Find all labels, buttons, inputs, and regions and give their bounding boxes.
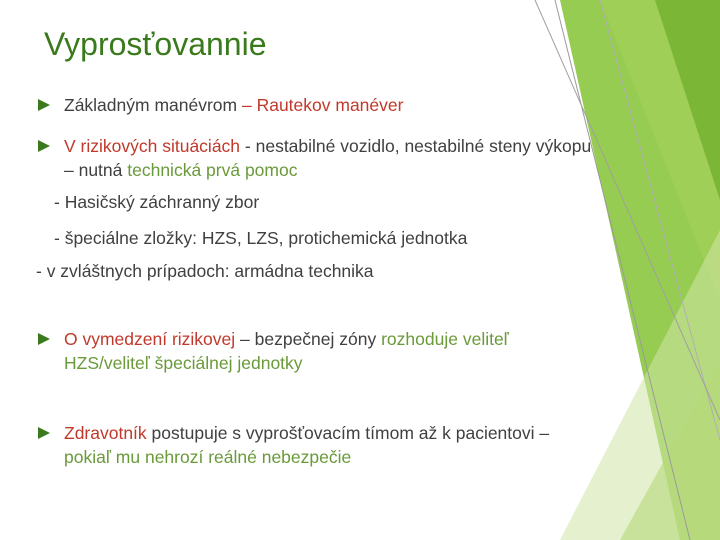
bullet-icon — [38, 427, 50, 439]
bullet-icon — [38, 333, 50, 345]
bullet-icon — [38, 99, 50, 111]
slide-title: Vyprosťovannie — [44, 26, 267, 62]
sub-item: - v zvláštnych prípadoch: armádna technika — [36, 261, 374, 281]
list-item-continuation: – nutná technická prvá pomoc — [64, 160, 298, 180]
sub-item: - Hasičský záchranný zbor — [54, 192, 260, 212]
list-item: V rizikových situáciách - nestabilné vozidlo, nestabilné steny výkopu — [64, 136, 592, 156]
list-item: Zdravotník postupuje s vyprošťovacím tímom až k pacientovi – — [64, 423, 550, 443]
list-item-continuation: HZS/veliteľ špeciálnej jednotky — [64, 353, 303, 373]
bullet-icon — [38, 140, 50, 152]
list-item: O vymedzení rizikovej – bezpečnej zóny rozhoduje veliteľ — [64, 329, 509, 349]
list-item-continuation: pokiaľ mu nehrozí reálné nebezpečie — [64, 447, 352, 467]
list-item: Základným manévrom – Rautekov manéver — [64, 95, 404, 115]
sub-item: - špeciálne zložky: HZS, LZS, protichemická jednotka — [54, 228, 468, 248]
